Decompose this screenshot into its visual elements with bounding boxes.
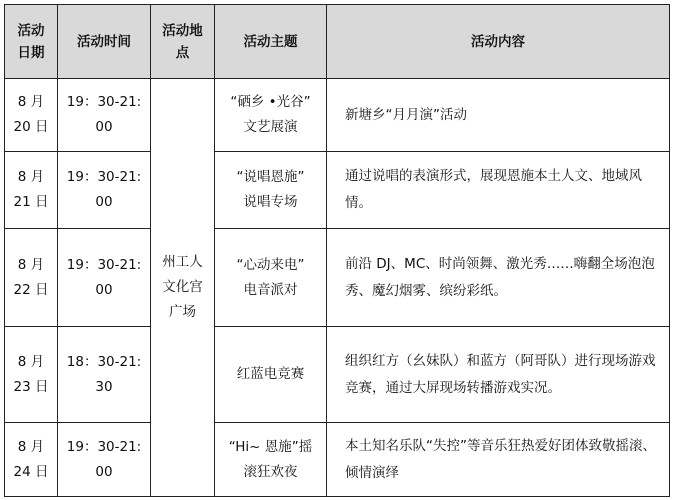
date-cell: 8 月 20 日 <box>5 79 58 152</box>
content-cell: 新塘乡“月月演”活动 <box>327 79 670 152</box>
table-row <box>5 423 670 497</box>
date-cell: 8 月 22 日 <box>5 229 58 327</box>
time-cell: 18：30-21: 30 <box>58 327 151 423</box>
time-cell: 19：30-21: 00 <box>58 423 151 497</box>
theme-cell: “心动来电” 电音派对 <box>215 229 327 327</box>
time-cell: 19：30-21: 00 <box>58 79 151 152</box>
time-cell: 19：30-21: 00 <box>58 229 151 327</box>
header-time: 活动时间 <box>58 5 151 79</box>
content-cell: 通过说唱的表演形式，展现恩施本土人文、地域风情。 <box>327 152 670 229</box>
theme-cell: “Hi~ 恩施”摇 滚狂欢夜 <box>215 423 327 497</box>
header-date: 活动 日期 <box>5 5 58 79</box>
content-cell: 前沿 DJ、MC、时尚领舞、激光秀……嗨翻全场泡泡秀、魔幻烟雾、缤纷彩纸。 <box>327 229 670 327</box>
date-cell: 8 月 24 日 <box>5 423 58 497</box>
header-row <box>5 5 670 79</box>
date-cell: 8 月 23 日 <box>5 327 58 423</box>
table-row <box>5 327 670 423</box>
table-row <box>5 79 670 152</box>
table-row <box>5 229 670 327</box>
date-cell: 8 月 21 日 <box>5 152 58 229</box>
header-theme: 活动主题 <box>215 5 327 79</box>
theme-cell: “说唱恩施” 说唱专场 <box>215 152 327 229</box>
content-cell: 组织红方（幺妹队）和蓝方（阿哥队）进行现场游戏竞赛，通过大屏现场转播游戏实况。 <box>327 327 670 423</box>
place-cell: 州工人 文化宫 广场 <box>151 79 215 497</box>
header-content: 活动内容 <box>327 5 670 79</box>
header-place: 活动地 点 <box>151 5 215 79</box>
time-cell: 19：30-21: 00 <box>58 152 151 229</box>
content-cell: 本土知名乐队“失控”等音乐狂热爱好团体致敬摇滚、倾情演绎 <box>327 423 670 497</box>
theme-cell: 红蓝电竞赛 <box>215 327 327 423</box>
table-row <box>5 152 670 229</box>
event-schedule-table <box>4 4 670 497</box>
theme-cell: “硒乡 •光谷” 文艺展演 <box>215 79 327 152</box>
